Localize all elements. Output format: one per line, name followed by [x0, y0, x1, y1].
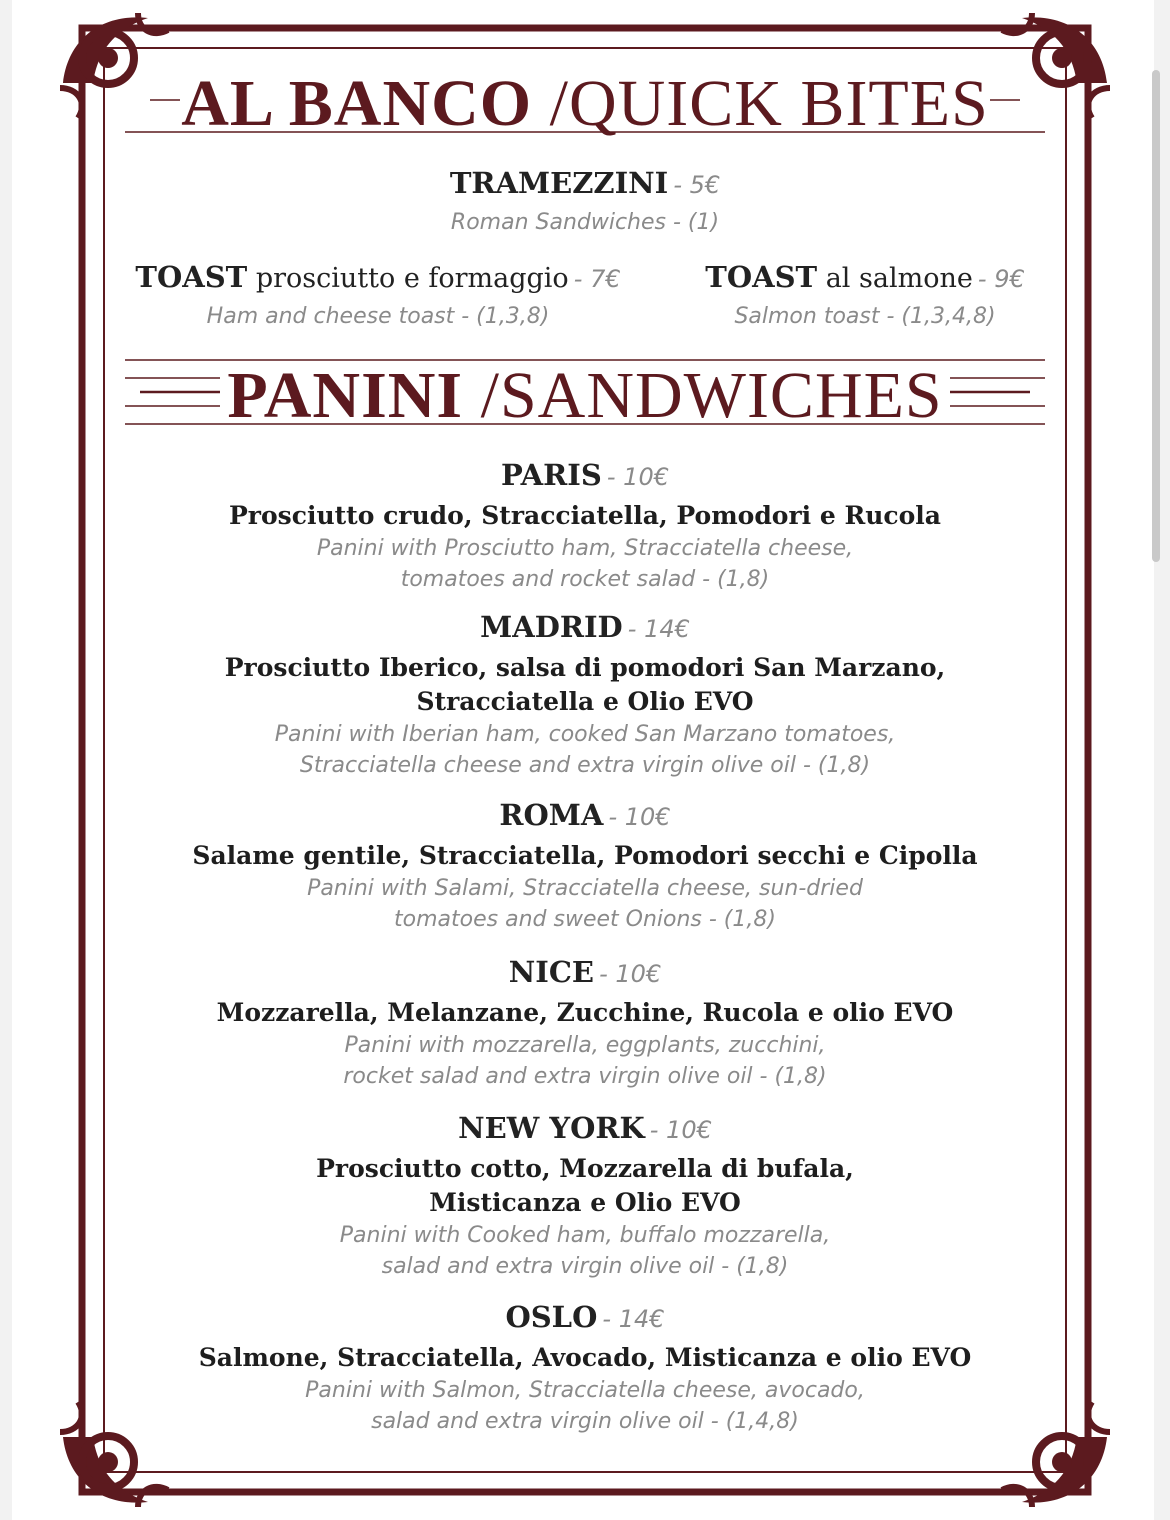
heading-bold-text: PANINI — [227, 359, 464, 432]
item-subname: al salmone — [817, 263, 973, 294]
menu-item-new-york — [0, 1109, 1170, 1282]
item-price: - 14€ — [627, 615, 690, 643]
item-italian-line: Stracciatella e Olio EVO — [416, 687, 754, 716]
item-name: OSLO — [505, 1300, 598, 1334]
item-price: - 10€ — [599, 960, 662, 988]
item-price: - 10€ — [608, 803, 671, 831]
panini-heading — [0, 358, 1170, 434]
item-price: - 10€ — [649, 1116, 712, 1144]
item-italian-line: Prosciutto crudo, Stracciatella, Pomodori e Rucola — [229, 501, 941, 530]
item-name: NICE — [508, 955, 595, 989]
item-english: Ham and cheese toast - (1,3,8) — [206, 304, 550, 329]
item-price: - 14€ — [602, 1305, 665, 1333]
item-english-line: tomatoes and sweet Onions - (1,8) — [394, 907, 776, 932]
item-price: - 5€ — [673, 171, 721, 199]
item-name: TOAST — [135, 260, 248, 294]
item-english-line: Stracciatella cheese and extra virgin olive oil - (1,8) — [299, 753, 871, 778]
item-name: TOAST — [705, 260, 818, 294]
item-price: - 9€ — [977, 265, 1025, 293]
item-italian-line: Mozzarella, Melanzane, Zucchine, Rucola e olio EVO — [216, 998, 954, 1027]
item-english: Salmon toast - (1,3,4,8) — [734, 304, 996, 329]
item-italian-line: Prosciutto cotto, Mozzarella di bufala, — [316, 1154, 854, 1183]
item-name: TRAMEZZINI — [449, 166, 669, 200]
menu-item-toast-salmon — [660, 258, 1070, 332]
item-english-line: Panini with Salmon, Stracciatella cheese, avocado, — [305, 1378, 865, 1403]
item-name: NEW YORK — [458, 1111, 645, 1145]
item-english-line: Panini with mozzarella, eggplants, zucchini, — [344, 1033, 826, 1058]
item-italian-line: Misticanza e Olio EVO — [429, 1188, 741, 1217]
item-english-line: tomatoes and rocket salad - (1,8) — [400, 567, 770, 592]
item-english-line: Panini with Cooked ham, buffalo mozzarella, — [339, 1223, 831, 1248]
menu-item-paris — [0, 456, 1170, 595]
item-name: MADRID — [480, 610, 623, 644]
item-english-line: Panini with Iberian ham, cooked San Marzano tomatoes, — [274, 722, 896, 747]
item-english-line: salad and extra virgin olive oil - (1,8) — [381, 1254, 789, 1279]
menu-item-toast-ham — [118, 258, 638, 332]
menu-item-madrid — [0, 608, 1170, 781]
item-english: Roman Sandwiches - (1) — [450, 210, 720, 235]
menu-item-oslo — [0, 1298, 1170, 1437]
item-english-line: Panini with Prosciutto ham, Stracciatella cheese, — [316, 536, 854, 561]
menu-item-roma — [0, 796, 1170, 935]
quick-bites-heading — [0, 66, 1170, 142]
item-name: ROMA — [499, 798, 604, 832]
heading-thin-text: /QUICK BITES — [532, 67, 989, 140]
item-italian-line: Salmone, Stracciatella, Avocado, Misticanza e olio EVO — [198, 1343, 972, 1372]
item-price: - 7€ — [573, 265, 621, 293]
menu-item-nice — [0, 953, 1170, 1092]
item-subname: prosciutto e formaggio — [247, 263, 569, 294]
item-italian-line: Prosciutto Iberico, salsa di pomodori San Marzano, — [224, 653, 946, 682]
heading-bold-text: AL BANCO — [181, 67, 533, 140]
item-english-line: Panini with Salami, Stracciatella cheese, sun-dried — [307, 876, 863, 901]
item-italian-line: Salame gentile, Stracciatella, Pomodori secchi e Cipolla — [192, 841, 978, 870]
item-price: - 10€ — [606, 463, 669, 491]
heading-thin-text: /SANDWICHES — [463, 359, 943, 432]
item-name: PARIS — [500, 458, 602, 492]
item-english-line: rocket salad and extra virgin olive oil - (1,8) — [343, 1064, 827, 1089]
menu-item-tramezzini — [0, 164, 1170, 238]
item-english-line: salad and extra virgin olive oil - (1,4,8) — [371, 1409, 799, 1434]
